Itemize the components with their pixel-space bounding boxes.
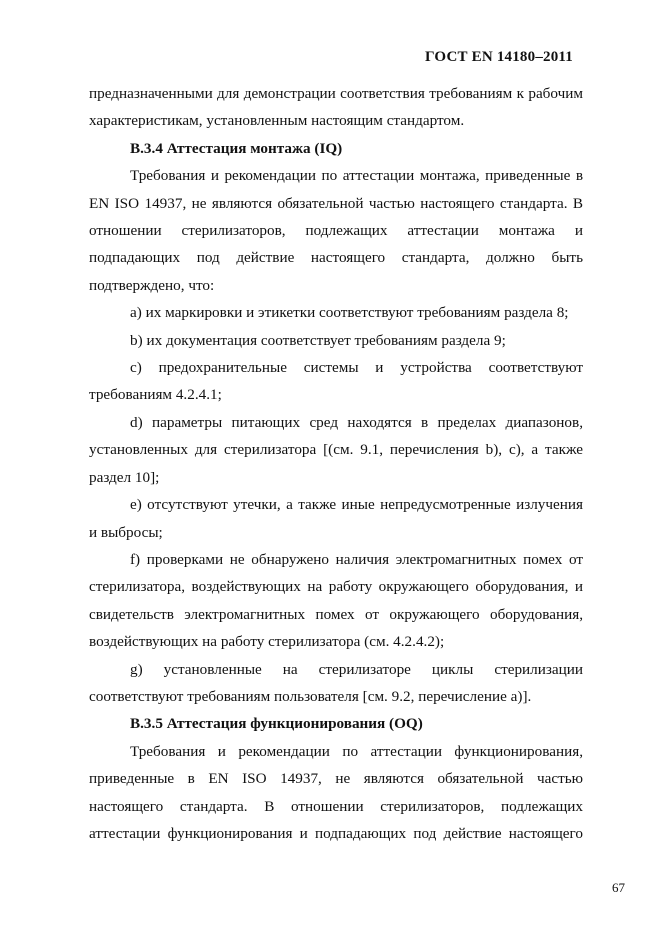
page-body bbox=[89, 80, 583, 847]
section-heading-iq: В.3.4 Аттестация монтажа (IQ) bbox=[130, 139, 343, 157]
list-item-b: b) их документация соответствует требованиям раздела 9; bbox=[130, 331, 506, 349]
paragraph-iq-intro: Требования и рекомендации по аттестации монтажа, приведенные в EN ISO 14937, не являются обязательной частью настоящего стандарта. В отношении стерилизаторов, подлежащих аттестации монтажа и подпадающих под действие настоящего стандарта, должно быть подтверждено, что: bbox=[89, 167, 583, 294]
list-item-g: g) установленные на стерилизаторе циклы стерилизации соответствуют требованиям пользователя [см. 9.2, перечисление а)]. bbox=[89, 660, 583, 705]
list-item-a: а) их маркировки и этикетки соответствуют требованиям раздела 8; bbox=[130, 304, 569, 322]
list-item-e: е) отсутствуют утечки, а также иные непредусмотренные излучения и выбросы; bbox=[89, 496, 583, 541]
page-number: 67 bbox=[612, 880, 625, 895]
list-item-f: f) проверками не обнаружено наличия электромагнитных помех от стерилизатора, воздействующих на работу окружающего оборудования, и свидетельств электромагнитных помех от окружающего оборудования, воздействующих на работу стерилизатора (см. 4.2.4.2); bbox=[89, 550, 583, 651]
paragraph-oq-intro: Требования и рекомендации по аттестации функционирования, приведенные в EN ISO 14937, не являются обязательной частью настоящего стандарта. В отношении стерилизаторов, подлежащих аттестации функционирования и подпадающих под действие настоящего bbox=[89, 742, 583, 842]
paragraph-continuation: предназначенными для демонстрации соответствия требованиям к рабочим характеристикам, установленным настоящим стандартом. bbox=[89, 85, 583, 130]
document-id-header: ГОСТ EN 14180–2011 bbox=[425, 49, 573, 65]
list-item-d: d) параметры питающих сред находятся в пределах диапазонов, установленных для стерилизатора [(см. 9.1, перечисления b), c), а также раздел 10]; bbox=[89, 413, 583, 486]
list-item-c: c) предохранительные системы и устройства соответствуют требованиям 4.2.4.1; bbox=[89, 359, 583, 404]
section-heading-oq: В.3.5 Аттестация функционирования (OQ) bbox=[130, 715, 423, 733]
